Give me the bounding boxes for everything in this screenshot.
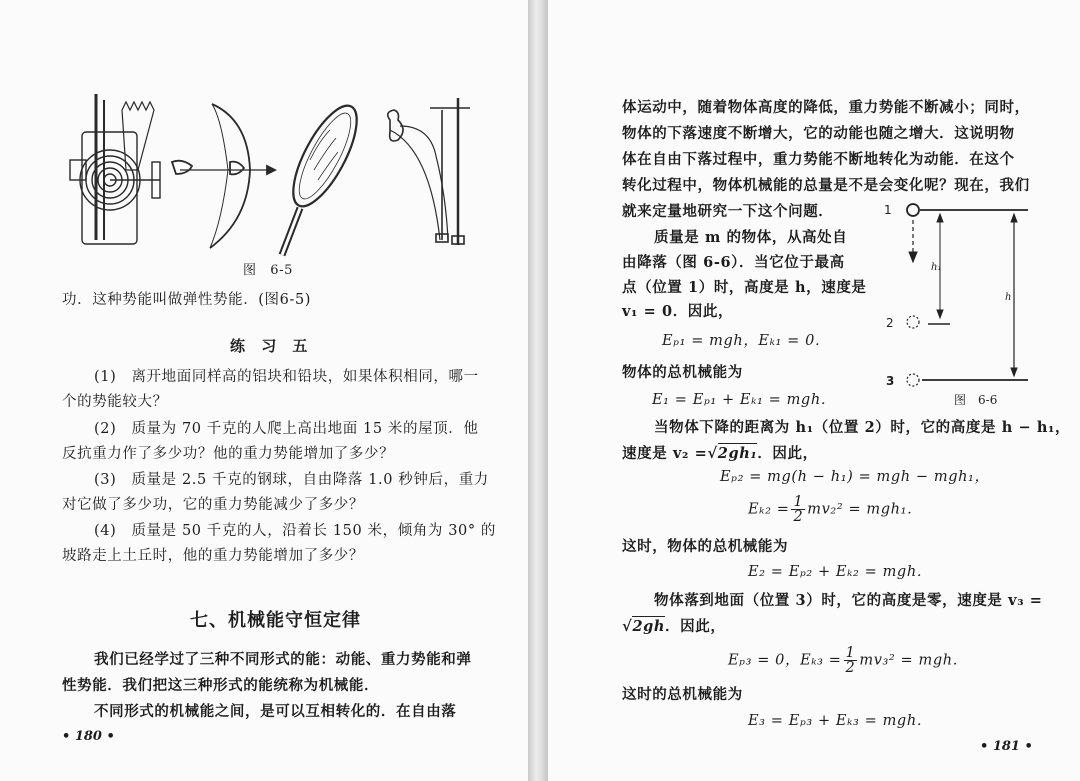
right-line10: 物体的总机械能为	[622, 364, 743, 381]
figure-6-5	[60, 90, 480, 260]
right-line2: 物体的下落速度不断增大，它的动能也随之增大．这说明物	[622, 125, 1015, 142]
right-line12-post: ．因此，	[757, 445, 818, 462]
figure-6-6-label-h: h	[1005, 292, 1012, 303]
figure-6-6-label-2: 2	[886, 316, 894, 330]
right-page	[548, 0, 1080, 781]
equation-5: E₂ = Eₚ₂ + Eₖ₂ = mgh．	[748, 564, 932, 580]
left-page	[0, 0, 528, 781]
right-line4: 转化过程中，物体机械能的总量是不是会变化呢？现在，我们	[622, 177, 1030, 194]
right-line1: 体运动中，随着物体高度的降低，重力势能不断减小；同时，	[622, 99, 1030, 116]
exercise-q1-line1: (1) 离开地面同样高的铝块和铅块，如果体积相同，哪一	[94, 369, 479, 385]
right-line14: 物体落到地面（位置 3）时，它的高度是零，速度是 v₃ =	[654, 592, 1043, 609]
exercise-q4-line2: 坡路走上土丘时，他的重力势能增加了多少？	[62, 548, 364, 564]
figure-6-5-caption: 图 6-5	[243, 263, 293, 278]
right-line16: 这时的总机械能为	[622, 686, 743, 703]
equation-4: Eₖ₂ = $\frac{1}{2}$ mv₂² = mgh₁．	[748, 494, 923, 525]
figure-6-6	[878, 196, 1078, 416]
equation-2: E₁ = Eₚ₁ + Eₖ₁ = mgh．	[652, 392, 836, 408]
right-line5: 就来定量地研究一下这个问题．	[622, 203, 834, 220]
paragraph-elastic-energy: 功．这种势能叫做弹性势能．(图6-5)	[62, 292, 312, 308]
right-line7: 由降落（图 6-6）．当它位于最高	[622, 254, 845, 271]
spring-toy-illustration	[388, 98, 470, 245]
exercise-q2-line2: 反抗重力作了多少功？他的重力势能增加了多少？	[62, 446, 395, 462]
equation-6: Eₚ₃ = 0，Eₖ₃ = $\frac{1}{2}$ mv₃² = mgh．	[728, 645, 968, 676]
exercise-q2-line1: (2) 质量为 70 千克的人爬上高出地面 15 米的屋顶．他	[94, 421, 479, 437]
right-line13: 这时，物体的总机械能为	[622, 538, 789, 555]
exercise-q3-line1: (3) 质量是 2.5 千克的钢球，自由降落 1.0 秒钟后，重力	[94, 472, 489, 488]
page-number-left: • 180 •	[62, 729, 115, 744]
figure-6-6-caption: 图 6-6	[954, 393, 998, 407]
exercise-q1-line2: 个的势能较大？	[62, 394, 168, 410]
equation-3: Eₚ₂ = mg(h − h₁) = mgh − mgh₁，	[720, 469, 990, 485]
equation-1: Eₚ₁ = mgh，Eₖ₁ = 0．	[662, 333, 831, 349]
section-title: 七、机械能守恒定律	[190, 610, 361, 631]
exercise-title: 练 习 五	[230, 337, 309, 355]
figure-6-6-label-3: 3	[886, 374, 895, 388]
fraction-half-2: $\frac{1}{2}$	[845, 645, 856, 676]
clock-spring-illustration	[70, 94, 160, 244]
fraction-half-1: $\frac{1}{2}$	[793, 494, 804, 525]
racket-illustration	[281, 97, 369, 255]
sqrt-2gh: 2gh	[632, 618, 666, 635]
page-number-right: • 181 •	[980, 739, 1033, 754]
exercise-q3-line2: 对它做了多少功，它的重力势能减少了多少？	[62, 497, 364, 513]
exercise-q4-line1: (4) 质量是 50 千克的人，沿着长 150 米，倾角为 30° 的	[94, 523, 497, 539]
right-line11: 当物体下降的距离为 h₁（位置 2）时，它的高度是 h − h₁，	[654, 419, 1071, 436]
paragraph2-line2: 性势能．我们把这三种形式的能统称为机械能．	[62, 677, 380, 694]
equation-7: E₃ = Eₚ₃ + Eₖ₃ = mgh．	[748, 713, 932, 729]
paragraph2-line1: 我们已经学过了三种不同形式的能：动能、重力势能和弹	[94, 651, 472, 668]
right-line6: 质量是 m 的物体，从高处自	[654, 229, 848, 246]
right-line9: v₁ = 0．因此，	[622, 303, 734, 320]
right-line12-pre: 速度是 v₂ =	[622, 445, 708, 462]
bow-arrow-illustration	[172, 104, 275, 248]
right-line8: 点（位置 1）时，高度是 h，速度是	[622, 279, 867, 296]
right-line12: 速度是 v₂ =√2gh₁．因此，	[622, 444, 818, 462]
paragraph3-line1: 不同形式的机械能之间，是可以互相转化的．在自由落	[94, 703, 457, 720]
right-line3: 体在自由下落过程中，重力势能不断地转化为动能．在这个	[622, 151, 1015, 168]
book-gutter	[528, 0, 548, 781]
figure-6-6-label-1: 1	[884, 203, 892, 217]
sqrt-2gh1: 2gh₁	[717, 445, 758, 462]
figure-6-6-label-h1: h₁	[931, 262, 942, 273]
right-line15: √2gh．因此，	[622, 617, 726, 635]
